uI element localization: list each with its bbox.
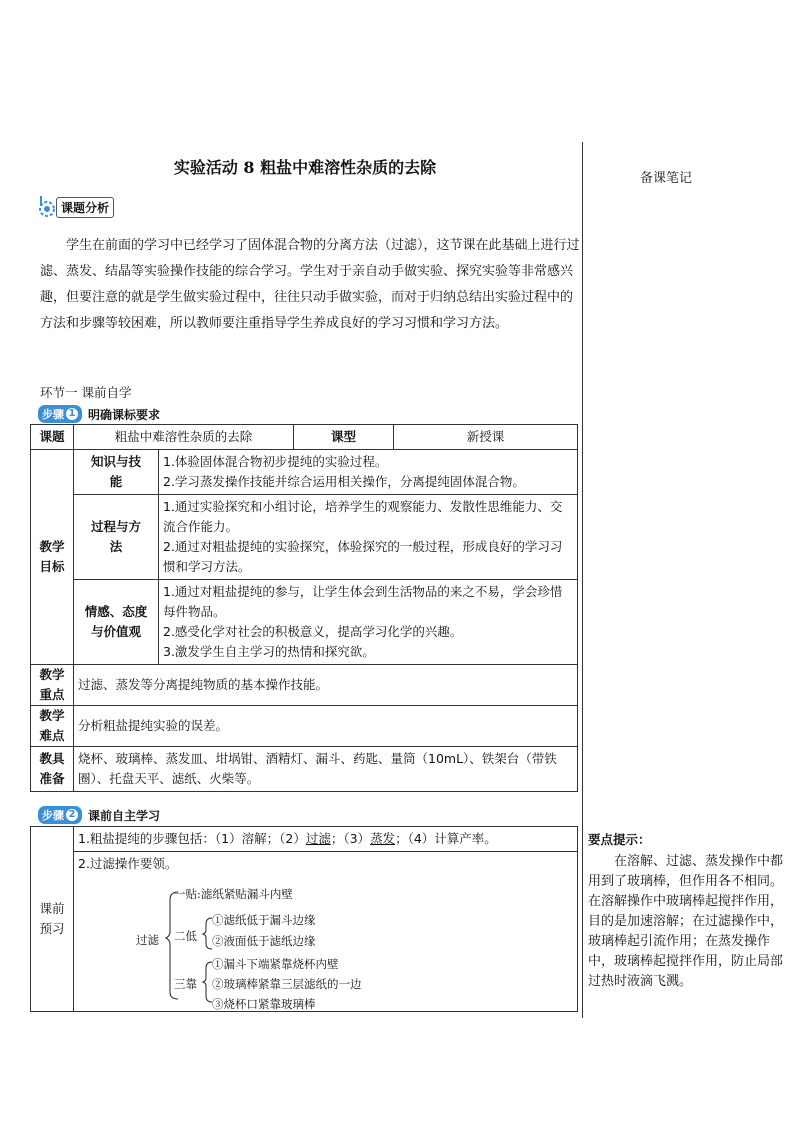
- step2-label: 课前自主学习: [88, 808, 161, 823]
- goal-process-line: 1.通过实验探究和小组讨论，培养学生的观察能力、发散性思维能力、交流合作能力。: [163, 499, 563, 534]
- type-label: 课型: [294, 425, 394, 450]
- goal-process-line: 2.通过对粗盐提纯的实验探究，体验探究的一般过程，形成良好的学习习惯和学习方法。: [163, 539, 563, 574]
- page-title: 实验活动 8 粗盐中难溶性杂质的去除: [173, 158, 437, 177]
- notes-heading: 备课笔记: [640, 171, 693, 186]
- diagram-root: 过滤: [136, 933, 159, 947]
- preview-line1-post: ；（4）计算产率。: [395, 831, 497, 846]
- tip-box: [588, 830, 784, 992]
- intro-paragraph: 学生在前面的学习中已经学习了固体混合物的分离方法（过滤），这节课在此基础上进行过滤、蒸发、结晶等实验操作技能的综合学习。学生对于亲自动手做实验、探究实验等非常感兴趣，但要注意的就是学生做实验过程中，往往只动手做实验，而对于归纳总结出实验过程中的方法和步骤等较困难，所以教师要注重指导学生养成良好的学习习惯和学习方法。: [40, 238, 580, 331]
- difficulty-text: 分析粗盐提纯实验的误差。: [74, 706, 578, 747]
- step1-tag: 步骤: [42, 408, 64, 421]
- diagram-two-low: 二低: [174, 929, 197, 943]
- goal-attitude-line: 3.激发学生自主学习的热情和探究欲。: [163, 644, 375, 659]
- margin-divider: [582, 142, 583, 1018]
- step1-badge: [38, 405, 160, 423]
- key-label: 教学重点: [31, 665, 74, 706]
- tip-text: 在溶解、过滤、蒸发操作中都用到了玻璃棒，但作用各不相同。在溶解操作中玻璃棒起搅拌作用，目的是加速溶解；在过滤操作中，玻璃棒起引流作用；在蒸发操作中，玻璃棒起搅拌作用，防止局部过热时液滴飞溅。: [588, 854, 784, 989]
- preview-line1-mid: ；（3）: [330, 831, 371, 846]
- step2-tag: 步骤: [42, 809, 64, 822]
- step2-pill: [38, 806, 82, 824]
- diagram-two-low-a: ①滤纸低于漏斗边缘: [212, 913, 316, 927]
- step2-num: 2: [66, 809, 78, 821]
- preview-label: 课前预习: [31, 827, 74, 1012]
- goals-label: 教学目标: [31, 450, 74, 665]
- answer-evaporate: 蒸发: [370, 831, 396, 846]
- section-badge: [36, 196, 114, 218]
- topic-value: 粗盐中难溶性杂质的去除: [74, 425, 294, 450]
- tip-heading: 要点提示：: [588, 832, 651, 847]
- stage-heading: 环节一 课前自学: [40, 385, 132, 400]
- preview-line2: 2.过滤操作要领。: [78, 856, 178, 871]
- goal-knowledge-line: 1.体验固体混合物初步提纯的实验过程。: [163, 454, 388, 469]
- diagram-three-lean-a: ①漏斗下端紧靠烧杯内壁: [212, 957, 339, 971]
- step1-num: 1: [66, 408, 78, 420]
- step1-pill: [38, 405, 82, 423]
- preview-line1-pre: 1.粗盐提纯的步骤包括：（1）溶解；（2）: [78, 831, 306, 846]
- answer-filter: 过滤: [305, 831, 331, 846]
- key-text: 过滤、蒸发等分离提纯物质的基本操作技能。: [74, 665, 578, 706]
- diagram-two-low-b: ②液面低于滤纸边缘: [212, 934, 316, 948]
- step1-label: 明确课标要求: [88, 407, 161, 422]
- preview-table: [30, 826, 578, 1012]
- goal-knowledge-text: [159, 450, 578, 495]
- type-value: 新授课: [394, 425, 578, 450]
- goals-table: [30, 424, 578, 792]
- goal-process-label: 过程与方法: [74, 495, 159, 580]
- preview-line2-cell: [74, 852, 578, 1012]
- section-label: 课题分析: [56, 197, 114, 218]
- tools-text: 烧杯、玻璃棒、蒸发皿、坩埚钳、酒精灯、漏斗、药匙、量筒（10mL）、铁架台（带铁圈）、托盘天平、滤纸、火柴等。: [74, 747, 578, 792]
- goal-attitude-text: [159, 580, 578, 665]
- preview-line1: [74, 827, 578, 852]
- tools-label: 教具准备: [31, 747, 74, 792]
- diagram-three-lean-c: ③烧杯口紧靠玻璃棒: [212, 997, 316, 1011]
- goal-knowledge-line: 2.学习蒸发操作技能并综合运用相关操作，分离提纯固体混合物。: [163, 474, 525, 489]
- goal-process-text: [159, 495, 578, 580]
- diagram-one-stick: 一贴:滤纸紧贴漏斗内壁: [174, 887, 293, 901]
- goal-attitude-line: 2.感受化学对社会的积极意义，提高学习化学的兴趣。: [163, 624, 463, 639]
- filter-diagram: [78, 874, 573, 1009]
- goal-knowledge-label: 知识与技能: [74, 450, 159, 495]
- difficulty-label: 教学难点: [31, 706, 74, 747]
- goal-attitude-label: 情感、态度与价值观: [74, 580, 159, 665]
- goal-attitude-line: 1.通过对粗盐提纯的参与，让学生体会到生活物品的来之不易，学会珍惜每件物品。: [163, 584, 563, 619]
- topic-label: 课题: [31, 425, 74, 450]
- gear-icon: [36, 196, 58, 218]
- diagram-three-lean-b: ②玻璃棒紧靠三层滤纸的一边: [212, 977, 362, 991]
- step2-badge: [38, 806, 160, 824]
- diagram-three-lean: 三靠: [174, 977, 197, 991]
